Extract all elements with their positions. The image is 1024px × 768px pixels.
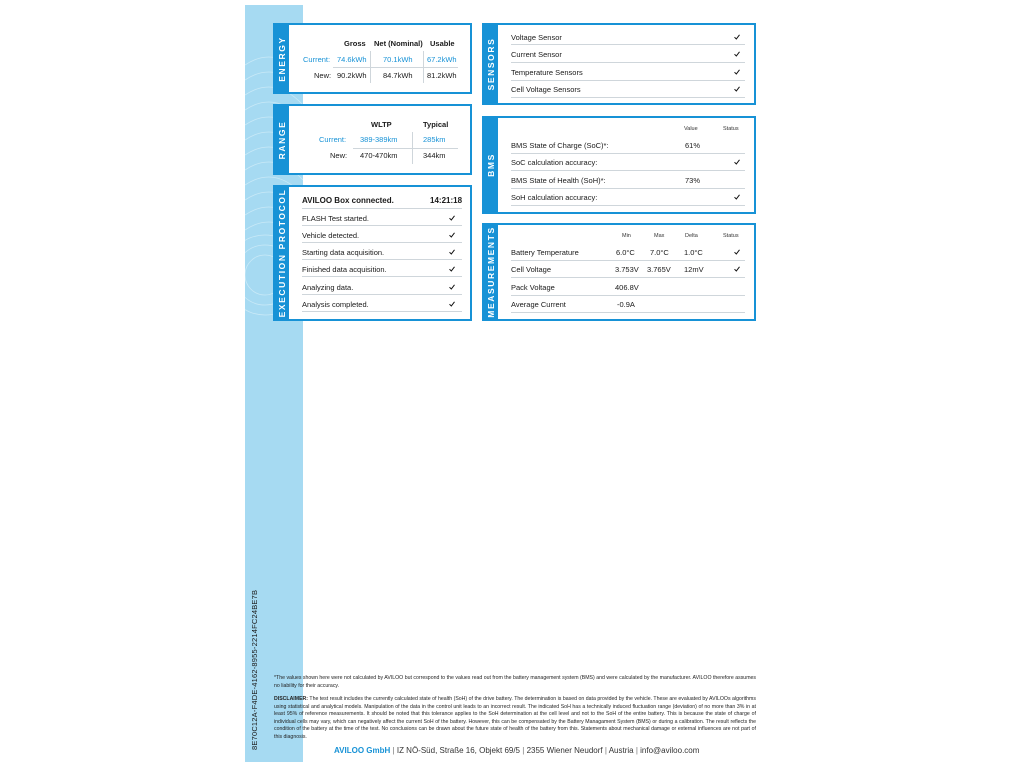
protocol-divider [302,259,462,260]
sensors-panel [482,23,756,105]
meas-temp-delta: 1.0°C [684,248,703,257]
energy-panel [273,23,472,94]
energy-header-net: Net (Nominal) [374,39,423,48]
meas-temp-label: Battery Temperature [511,248,579,257]
sensors-tab: SENSORS [484,25,498,103]
address-country: Austria [608,746,634,755]
check-icon [734,69,740,75]
meas-pack-label: Pack Voltage [511,283,555,292]
check-icon [449,249,455,255]
bms-soh-value: 73% [685,176,701,185]
sensors-divider [511,97,745,98]
execution-protocol-tab: EXECUTION PROTOCOL [277,188,287,318]
document-id: 8E70C12A-F4DE-4162-8955-2214FC24BE7B [250,589,259,750]
meas-cell-delta: 12mV [684,265,704,274]
range-header-typical: Typical [423,120,449,129]
bms-header-value: Value [684,126,698,132]
meas-header-min: Min [622,233,631,239]
bms-soc-value: 61% [685,141,701,150]
check-icon [449,284,455,290]
energy-current-label: Current: [303,55,331,64]
check-icon [734,34,740,40]
check-icon [734,51,740,57]
sensors-divider [511,62,745,63]
meas-cell-label: Cell Voltage [511,265,552,274]
energy-new-gross: 90.2kWh [337,71,367,80]
bms-soh-accuracy-label: SoH calculation accuracy: [511,193,598,202]
bms-divider [511,170,745,171]
check-icon [449,215,455,221]
company-name: AVILOO GmbH [334,746,391,755]
sensors-divider [511,44,745,45]
bms-soc-accuracy-label: SoC calculation accuracy: [511,158,598,167]
bms-panel [482,116,756,214]
meas-header-status: Status [723,233,739,239]
meas-divider [511,260,745,261]
meas-divider [511,295,745,296]
meas-divider [511,312,745,313]
protocol-divider [302,311,462,312]
energy-col-divider [423,51,424,83]
meas-header-max: Max [654,233,665,239]
check-icon [449,266,455,272]
meas-temp-min: 6.0°C [616,248,635,257]
range-new-typical: 344km [423,151,446,160]
energy-new-label: New: [314,71,332,80]
protocol-step: Analyzing data. [302,283,354,292]
meas-header-delta: Delta [685,233,698,239]
energy-new-net: 84.7kWh [383,71,413,80]
range-current-label: Current: [319,135,347,144]
footnote: *The values shown here were not calculated by AVILOO but correspond to the values read out from the battery management system (BMS) and were calculated by the manufacturer. AVILOO therefore assumes no liability for their accuracy. [274,675,756,689]
range-header-wltp: WLTP [371,120,392,129]
range-current-wltp: 389-389km [360,135,398,144]
energy-current-net: 70.1kWh [383,55,413,64]
execution-protocol-panel [273,185,472,321]
company-address: AVILOO GmbH | IZ NÖ-Süd, Straße 16, Objekt 69/5 | 2355 Wiener Neudorf | Austria | info@aviloo.com [334,746,700,755]
energy-current-usable: 67.2kWh [427,55,457,64]
sensor-item: Temperature Sensors [511,68,583,77]
sensor-item: Current Sensor [511,50,562,59]
disclaimer-text: The test result includes the currently calculated state of health (SoH) of the drive battery. The determination is based on data provided by the vehicle. These are evaluated by AVILOOs algorithms using statistical and analytical models. Manipulation of the data in the control unit leads to an incorrect result. The indicated SoH has a technically induced fluctuation range (deviation) of no more than 3% in at least 95% of reference measurements. It should be noted that this tolerance applies to the SoH determination at the cell level and not to the SoH of the entire battery. This is because the state of charge of individual cells may vary, which can negatively affect the current SoH of the battery. However, this can be compensated by the Battery Managament System (BMS) or during a calibration. The result reflects the condition of the battery at the time of the test. No conclusions can be drawn about the future state of health of the battery from this. Statements about mechanical damage or external influences are not part of this diagnosis. [274,696,756,740]
protocol-step: Analysis completed. [302,300,369,309]
protocol-divider [302,225,462,226]
bms-soh-label: BMS State of Health (SoH)*: [511,176,606,185]
protocol-step: Starting data acquisition. [302,248,385,257]
check-icon [734,86,740,92]
meas-current-label: Average Current [511,300,566,309]
meas-cell-max: 3.765V [647,265,671,274]
disclaimer-label: DISCLAIMER: [274,696,309,702]
range-new-label: New: [330,151,348,160]
address-city: 2355 Wiener Neudorf [526,746,603,755]
protocol-divider [302,208,462,209]
check-icon [734,159,740,165]
meas-temp-max: 7.0°C [650,248,669,257]
check-icon [449,301,455,307]
bms-divider [511,188,745,189]
meas-cell-min: 3.753V [615,265,639,274]
measurements-panel [482,223,756,321]
bms-divider [511,153,745,154]
protocol-time: 14:21:18 [430,196,463,205]
protocol-step: FLASH Test started. [302,214,369,223]
protocol-step: Vehicle detected. [302,231,360,240]
range-row-divider [353,148,458,149]
range-tab: RANGE [275,106,289,173]
energy-row-divider [333,67,458,68]
measurements-tab: MEASUREMENTS [486,226,496,318]
protocol-step: Finished data acquisition. [302,265,387,274]
energy-tab: ENERGY [275,25,289,92]
range-current-typical: 285km [423,135,446,144]
range-new-wltp: 470-470km [360,151,398,160]
energy-new-usable: 81.2kWh [427,71,457,80]
energy-col-divider [370,51,371,83]
bms-soc-label: BMS State of Charge (SoC)*: [511,141,609,150]
energy-header-usable: Usable [430,39,455,48]
check-icon [734,194,740,200]
energy-current-gross: 74.6kWh [337,55,367,64]
disclaimer [274,696,756,742]
protocol-title: AVILOO Box connected. [302,196,394,205]
check-icon [734,266,740,272]
energy-header-gross: Gross [344,39,366,48]
protocol-divider [302,276,462,277]
meas-current-min: -0.9A [617,300,635,309]
bms-tab: BMS [484,118,498,212]
contact-email[interactable]: info@aviloo.com [640,746,700,755]
range-col-divider [412,132,413,164]
address-street: IZ NÖ-Süd, Straße 16, Objekt 69/5 [396,746,521,755]
range-panel [273,104,472,175]
sensor-item: Cell Voltage Sensors [511,85,581,94]
protocol-divider [302,242,462,243]
check-icon [449,232,455,238]
sensor-item: Voltage Sensor [511,33,562,42]
protocol-divider [302,294,462,295]
sensors-divider [511,80,745,81]
check-icon [734,249,740,255]
meas-divider [511,277,745,278]
bms-divider [511,205,745,206]
meas-pack-min: 406.8V [615,283,639,292]
bms-header-status: Status [723,126,739,132]
